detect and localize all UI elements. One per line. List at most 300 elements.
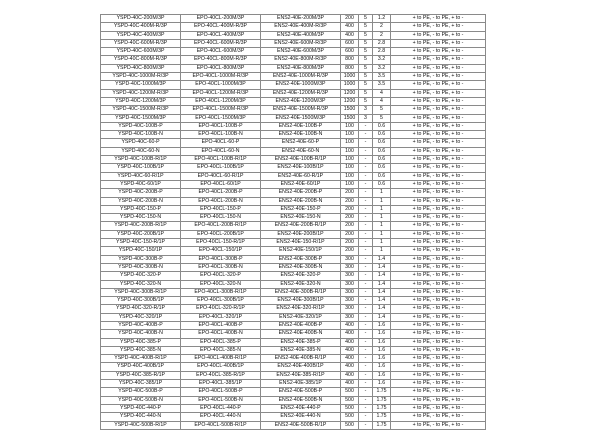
cell-col-5: 3 bbox=[359, 106, 373, 114]
cell-model-epo: EPO-40CL-800M-R/3P bbox=[181, 56, 261, 64]
cell-model-ysp: YSPD-40C-320-P bbox=[101, 272, 181, 280]
cell-protection-mode: + to PE, - to PE, + to - bbox=[391, 89, 486, 97]
cell-model-ysp: YSPD-40C-500B-N bbox=[101, 396, 181, 404]
cell-model-epo: EPO-40CL-500B-R/1P bbox=[181, 421, 261, 429]
table-row bbox=[101, 131, 486, 139]
cell-protection-mode: + to PE, - to PE, + to - bbox=[391, 255, 486, 263]
cell-col-6: 2.8 bbox=[373, 48, 391, 56]
cell-protection-mode: + to PE, - to PE, + to - bbox=[391, 23, 486, 31]
cell-model-ysp: YSPD-40C-150-R/1P bbox=[101, 239, 181, 247]
cell-model-ysp: YSPD-40C-200B-N bbox=[101, 197, 181, 205]
cell-model-ens: ENS2-40E-320-P bbox=[261, 272, 341, 280]
table-row bbox=[101, 31, 486, 39]
cell-model-epo: EPO-40CL-385-R/1P bbox=[181, 371, 261, 379]
cell-protection-mode: + to PE, - to PE, + to - bbox=[391, 97, 486, 105]
cell-voltage: 400 bbox=[341, 380, 359, 388]
cell-model-epo: EPO-40CL-320/1P bbox=[181, 313, 261, 321]
cell-model-ens: ENS2-40E-400M-R/3P bbox=[261, 23, 341, 31]
cell-protection-mode: + to PE, - to PE, + to - bbox=[391, 180, 486, 188]
cell-voltage: 100 bbox=[341, 180, 359, 188]
cell-model-ysp: YSPD-40C-800M-R/3P bbox=[101, 56, 181, 64]
cell-model-ysp: YSPD-40C-1500M-R/3P bbox=[101, 106, 181, 114]
cell-model-ysp: YSPD-40C-320-R/1P bbox=[101, 305, 181, 313]
table-row bbox=[101, 272, 486, 280]
cell-model-epo: EPO-40CL-300B-R/1P bbox=[181, 288, 261, 296]
cell-protection-mode: + to PE, - to PE, + to - bbox=[391, 197, 486, 205]
cell-col-5: - bbox=[359, 180, 373, 188]
cell-voltage: 400 bbox=[341, 338, 359, 346]
cell-model-ens: ENS2-40E-500B-N bbox=[261, 396, 341, 404]
cell-protection-mode: + to PE, - to PE, + to - bbox=[391, 263, 486, 271]
cell-voltage: 100 bbox=[341, 172, 359, 180]
cell-col-6: 0.6 bbox=[373, 139, 391, 147]
cell-model-ysp: YSPD-40C-1000M-R/3P bbox=[101, 73, 181, 81]
cell-protection-mode: + to PE, - to PE, + to - bbox=[391, 272, 486, 280]
cell-protection-mode: + to PE, - to PE, + to - bbox=[391, 355, 486, 363]
cell-model-ysp: YSPD-40C-400B-R/1P bbox=[101, 355, 181, 363]
cell-col-6: 1.4 bbox=[373, 313, 391, 321]
cell-model-epo: EPO-40CL-320-R/1P bbox=[181, 305, 261, 313]
cell-col-6: 1 bbox=[373, 205, 391, 213]
cell-voltage: 1200 bbox=[341, 89, 359, 97]
table-row bbox=[101, 139, 486, 147]
cell-voltage: 200 bbox=[341, 222, 359, 230]
cell-model-ens: ENS2-40E-200B-R/1P bbox=[261, 222, 341, 230]
cell-col-5: - bbox=[359, 355, 373, 363]
cell-model-ens: ENS2-40E-1500M/3P bbox=[261, 114, 341, 122]
cell-model-epo: EPO-40CL-150-R/1P bbox=[181, 239, 261, 247]
cell-col-5: - bbox=[359, 330, 373, 338]
cell-protection-mode: + to PE, - to PE, + to - bbox=[391, 64, 486, 72]
cell-voltage: 300 bbox=[341, 255, 359, 263]
cell-model-epo: EPO-40CL-150-P bbox=[181, 205, 261, 213]
table-row bbox=[101, 97, 486, 105]
cell-col-5: - bbox=[359, 156, 373, 164]
cell-protection-mode: + to PE, - to PE, + to - bbox=[391, 81, 486, 89]
cell-model-ens: ENS2-40E-400B/1P bbox=[261, 363, 341, 371]
cell-model-epo: EPO-40CL-400B-P bbox=[181, 321, 261, 329]
cell-col-6: 1.4 bbox=[373, 305, 391, 313]
cell-col-6: 0.6 bbox=[373, 147, 391, 155]
cell-col-5: - bbox=[359, 255, 373, 263]
cell-col-5: 5 bbox=[359, 15, 373, 23]
cell-model-ens: ENS2-40E-800M/3P bbox=[261, 64, 341, 72]
cell-voltage: 200 bbox=[341, 247, 359, 255]
cell-model-ens: ENS2-40E-1000M-R/3P bbox=[261, 73, 341, 81]
table-row bbox=[101, 263, 486, 271]
cell-model-ysp: YSPD-40C-320-N bbox=[101, 280, 181, 288]
cell-col-5: - bbox=[359, 396, 373, 404]
cell-col-6: 1.75 bbox=[373, 404, 391, 412]
cell-model-ens: ENS2-40E-500B-P bbox=[261, 388, 341, 396]
cell-protection-mode: + to PE, - to PE, + to - bbox=[391, 39, 486, 47]
cell-protection-mode: + to PE, - to PE, + to - bbox=[391, 131, 486, 139]
cell-model-ens: ENS2-40E-150-P bbox=[261, 205, 341, 213]
cell-col-6: 1.6 bbox=[373, 346, 391, 354]
cell-model-epo: EPO-40CL-385-N bbox=[181, 346, 261, 354]
cell-model-ysp: YSPD-40C-400B/1P bbox=[101, 363, 181, 371]
cell-voltage: 100 bbox=[341, 131, 359, 139]
cell-voltage: 300 bbox=[341, 288, 359, 296]
cell-col-6: 1.6 bbox=[373, 371, 391, 379]
cell-model-ens: ENS2-40E-300B-R/1P bbox=[261, 288, 341, 296]
cell-model-ens: ENS2-40E-320/1P bbox=[261, 313, 341, 321]
cell-model-epo: EPO-40CL-300B-P bbox=[181, 255, 261, 263]
cell-model-ens: ENS2-40E-60/1P bbox=[261, 180, 341, 188]
cell-col-5: - bbox=[359, 404, 373, 412]
table-row bbox=[101, 48, 486, 56]
cell-model-ens: ENS2-40E-1200M/3P bbox=[261, 97, 341, 105]
cell-voltage: 400 bbox=[341, 31, 359, 39]
cell-col-5: 5 bbox=[359, 23, 373, 31]
cell-protection-mode: + to PE, - to PE, + to - bbox=[391, 122, 486, 130]
cell-voltage: 400 bbox=[341, 371, 359, 379]
cell-col-5: - bbox=[359, 263, 373, 271]
table-row bbox=[101, 297, 486, 305]
cell-model-epo: EPO-40CL-200M/3P bbox=[181, 15, 261, 23]
table-row bbox=[101, 413, 486, 421]
table-row bbox=[101, 363, 486, 371]
cell-voltage: 400 bbox=[341, 363, 359, 371]
cell-model-ens: ENS2-40E-1200M-R/3P bbox=[261, 89, 341, 97]
cell-model-ysp: YSPD-40C-60/1P bbox=[101, 180, 181, 188]
cell-voltage: 400 bbox=[341, 23, 359, 31]
cell-col-6: 1.6 bbox=[373, 330, 391, 338]
cell-model-epo: EPO-40CL-60-R/1P bbox=[181, 172, 261, 180]
cell-col-5: - bbox=[359, 197, 373, 205]
cell-voltage: 200 bbox=[341, 214, 359, 222]
cell-model-epo: EPO-40CL-1500M-R/3P bbox=[181, 106, 261, 114]
cell-protection-mode: + to PE, - to PE, + to - bbox=[391, 330, 486, 338]
cell-model-ens: ENS2-40E-200B-N bbox=[261, 197, 341, 205]
cell-voltage: 600 bbox=[341, 48, 359, 56]
cell-model-ens: ENS2-40E-200B-P bbox=[261, 189, 341, 197]
cell-col-6: 1.6 bbox=[373, 355, 391, 363]
cell-model-ens: ENS2-40E-300B-P bbox=[261, 255, 341, 263]
cell-col-5: - bbox=[359, 346, 373, 354]
cell-col-6: 1.6 bbox=[373, 380, 391, 388]
cell-model-ysp: YSPD-40C-385-P bbox=[101, 338, 181, 346]
cell-protection-mode: + to PE, - to PE, + to - bbox=[391, 172, 486, 180]
table-row bbox=[101, 305, 486, 313]
cell-voltage: 100 bbox=[341, 139, 359, 147]
cell-model-epo: EPO-40CL-150-N bbox=[181, 214, 261, 222]
cell-voltage: 200 bbox=[341, 205, 359, 213]
cell-model-ysp: YSPD-40C-385-R/1P bbox=[101, 371, 181, 379]
cell-model-ens: ENS2-40E-200M/3P bbox=[261, 15, 341, 23]
cell-protection-mode: + to PE, - to PE, + to - bbox=[391, 404, 486, 412]
cell-col-6: 2.8 bbox=[373, 39, 391, 47]
cell-voltage: 100 bbox=[341, 156, 359, 164]
cell-model-epo: EPO-40CL-385-P bbox=[181, 338, 261, 346]
cell-protection-mode: + to PE, - to PE, + to - bbox=[391, 338, 486, 346]
cell-protection-mode: + to PE, - to PE, + to - bbox=[391, 421, 486, 429]
cell-model-ysp: YSPD-40C-400B-P bbox=[101, 321, 181, 329]
cell-model-ens: ENS2-40E-440-P bbox=[261, 404, 341, 412]
cell-col-6: 3.5 bbox=[373, 73, 391, 81]
cell-col-6: 1.4 bbox=[373, 263, 391, 271]
cell-protection-mode: + to PE, - to PE, + to - bbox=[391, 114, 486, 122]
table-row bbox=[101, 81, 486, 89]
cell-model-ens: ENS2-40E-600M/3P bbox=[261, 48, 341, 56]
cell-model-epo: EPO-40CL-320-P bbox=[181, 272, 261, 280]
cell-model-epo: EPO-40CL-440-P bbox=[181, 404, 261, 412]
cell-model-epo: EPO-40CL-440-N bbox=[181, 413, 261, 421]
cell-protection-mode: + to PE, - to PE, + to - bbox=[391, 164, 486, 172]
cell-model-ens: ENS2-40E-100B/1P bbox=[261, 164, 341, 172]
cell-col-5: - bbox=[359, 413, 373, 421]
cell-model-epo: EPO-40CL-600M-R/3P bbox=[181, 39, 261, 47]
cell-voltage: 1500 bbox=[341, 114, 359, 122]
cell-model-ens: ENS2-40E-385-P bbox=[261, 338, 341, 346]
cell-col-5: 5 bbox=[359, 73, 373, 81]
cell-col-5: - bbox=[359, 313, 373, 321]
cell-voltage: 800 bbox=[341, 64, 359, 72]
spec-table bbox=[100, 14, 486, 430]
cell-voltage: 600 bbox=[341, 39, 359, 47]
cell-col-5: - bbox=[359, 222, 373, 230]
cell-model-epo: EPO-40CL-200B-P bbox=[181, 189, 261, 197]
cell-col-6: 1.75 bbox=[373, 388, 391, 396]
cell-voltage: 300 bbox=[341, 280, 359, 288]
cell-voltage: 1000 bbox=[341, 81, 359, 89]
cell-col-5: - bbox=[359, 139, 373, 147]
cell-col-6: 1.4 bbox=[373, 297, 391, 305]
cell-protection-mode: + to PE, - to PE, + to - bbox=[391, 239, 486, 247]
cell-protection-mode: + to PE, - to PE, + to - bbox=[391, 380, 486, 388]
table-row bbox=[101, 404, 486, 412]
cell-protection-mode: + to PE, - to PE, + to - bbox=[391, 73, 486, 81]
cell-protection-mode: + to PE, - to PE, + to - bbox=[391, 363, 486, 371]
cell-col-5: 5 bbox=[359, 97, 373, 105]
cell-protection-mode: + to PE, - to PE, + to - bbox=[391, 313, 486, 321]
cell-col-6: 1.4 bbox=[373, 272, 391, 280]
table-row bbox=[101, 280, 486, 288]
cell-col-6: 2 bbox=[373, 31, 391, 39]
cell-voltage: 200 bbox=[341, 239, 359, 247]
cell-voltage: 300 bbox=[341, 305, 359, 313]
cell-model-epo: EPO-40CL-200B-N bbox=[181, 197, 261, 205]
cell-model-ens: ENS2-40E-320-R/1P bbox=[261, 305, 341, 313]
cell-model-epo: EPO-40CL-100B/1P bbox=[181, 164, 261, 172]
cell-voltage: 1500 bbox=[341, 106, 359, 114]
cell-model-ysp: YSPD-40C-600M-R/3P bbox=[101, 39, 181, 47]
cell-model-ens: ENS2-40E-300B-N bbox=[261, 263, 341, 271]
table-row bbox=[101, 371, 486, 379]
cell-protection-mode: + to PE, - to PE, + to - bbox=[391, 230, 486, 238]
cell-protection-mode: + to PE, - to PE, + to - bbox=[391, 139, 486, 147]
cell-col-6: 1 bbox=[373, 214, 391, 222]
table-row bbox=[101, 396, 486, 404]
cell-col-6: 1 bbox=[373, 197, 391, 205]
cell-col-5: - bbox=[359, 131, 373, 139]
cell-model-ysp: YSPD-40C-60-R/1P bbox=[101, 172, 181, 180]
cell-col-5: - bbox=[359, 421, 373, 429]
table-row bbox=[101, 205, 486, 213]
cell-model-epo: EPO-40CL-60/1P bbox=[181, 180, 261, 188]
cell-col-6: 0.6 bbox=[373, 122, 391, 130]
cell-col-6: 4 bbox=[373, 89, 391, 97]
cell-col-6: 1 bbox=[373, 230, 391, 238]
cell-model-ysp: YSPD-40C-500B-P bbox=[101, 388, 181, 396]
cell-model-ens: ENS2-40E-600M-R/3P bbox=[261, 39, 341, 47]
cell-model-ysp: YSPD-40C-400M-R/3P bbox=[101, 23, 181, 31]
cell-col-6: 0.6 bbox=[373, 172, 391, 180]
cell-col-5: - bbox=[359, 147, 373, 155]
cell-model-epo: EPO-40CL-400B-N bbox=[181, 330, 261, 338]
table-row bbox=[101, 330, 486, 338]
cell-col-6: 0.6 bbox=[373, 180, 391, 188]
cell-col-5: - bbox=[359, 272, 373, 280]
cell-model-ens: ENS2-40E-400B-N bbox=[261, 330, 341, 338]
cell-col-5: - bbox=[359, 305, 373, 313]
table-row bbox=[101, 421, 486, 429]
table-row bbox=[101, 122, 486, 130]
table-row bbox=[101, 288, 486, 296]
cell-model-ysp: YSPD-40C-320/1P bbox=[101, 313, 181, 321]
cell-model-ysp: YSPD-40C-60-P bbox=[101, 139, 181, 147]
cell-model-ysp: YSPD-40C-200B-R/1P bbox=[101, 222, 181, 230]
cell-model-epo: EPO-40CL-150/1P bbox=[181, 247, 261, 255]
cell-model-ens: ENS2-40E-400B-P bbox=[261, 321, 341, 329]
cell-col-5: 5 bbox=[359, 31, 373, 39]
cell-col-5: 5 bbox=[359, 64, 373, 72]
cell-voltage: 500 bbox=[341, 413, 359, 421]
table-row bbox=[101, 147, 486, 155]
cell-model-ens: ENS2-40E-440-N bbox=[261, 413, 341, 421]
cell-model-epo: EPO-40CL-300B/1P bbox=[181, 297, 261, 305]
cell-model-ysp: YSPD-40C-1200M-R/3P bbox=[101, 89, 181, 97]
cell-col-5: - bbox=[359, 164, 373, 172]
cell-protection-mode: + to PE, - to PE, + to - bbox=[391, 288, 486, 296]
cell-col-6: 1.6 bbox=[373, 321, 391, 329]
table-row bbox=[101, 39, 486, 47]
cell-protection-mode: + to PE, - to PE, + to - bbox=[391, 222, 486, 230]
spec-table-body bbox=[101, 15, 486, 430]
cell-model-ens: ENS2-40E-150-N bbox=[261, 214, 341, 222]
cell-protection-mode: + to PE, - to PE, + to - bbox=[391, 321, 486, 329]
cell-model-epo: EPO-40CL-385/1P bbox=[181, 380, 261, 388]
table-row bbox=[101, 338, 486, 346]
cell-col-6: 2 bbox=[373, 23, 391, 31]
cell-model-ysp: YSPD-40C-800M/3P bbox=[101, 64, 181, 72]
cell-col-6: 4 bbox=[373, 97, 391, 105]
cell-model-ysp: YSPD-40C-100B-R/1P bbox=[101, 156, 181, 164]
cell-protection-mode: + to PE, - to PE, + to - bbox=[391, 56, 486, 64]
cell-model-ysp: YSPD-40C-150-P bbox=[101, 205, 181, 213]
cell-col-5: - bbox=[359, 280, 373, 288]
table-row bbox=[101, 230, 486, 238]
cell-model-epo: EPO-40CL-1000M/3P bbox=[181, 81, 261, 89]
cell-protection-mode: + to PE, - to PE, + to - bbox=[391, 31, 486, 39]
cell-model-ens: ENS2-40E-60-P bbox=[261, 139, 341, 147]
cell-model-ysp: YSPD-40C-300B-P bbox=[101, 255, 181, 263]
cell-col-5: 5 bbox=[359, 56, 373, 64]
cell-model-ens: ENS2-40E-150/1P bbox=[261, 247, 341, 255]
table-row bbox=[101, 106, 486, 114]
cell-voltage: 300 bbox=[341, 313, 359, 321]
cell-protection-mode: + to PE, - to PE, + to - bbox=[391, 346, 486, 354]
cell-model-ysp: YSPD-40C-400B-N bbox=[101, 330, 181, 338]
table-row bbox=[101, 15, 486, 23]
cell-voltage: 1000 bbox=[341, 73, 359, 81]
cell-col-5: - bbox=[359, 205, 373, 213]
cell-model-ysp: YSPD-40C-1200M/3P bbox=[101, 97, 181, 105]
cell-voltage: 300 bbox=[341, 263, 359, 271]
cell-model-ysp: YSPD-40C-300B-R/1P bbox=[101, 288, 181, 296]
cell-col-5: - bbox=[359, 297, 373, 305]
cell-protection-mode: + to PE, - to PE, + to - bbox=[391, 280, 486, 288]
cell-model-ysp: YSPD-40C-500B-R/1P bbox=[101, 421, 181, 429]
cell-voltage: 200 bbox=[341, 230, 359, 238]
cell-col-5: - bbox=[359, 230, 373, 238]
table-row bbox=[101, 380, 486, 388]
table-row bbox=[101, 172, 486, 180]
cell-model-epo: EPO-40CL-100B-R/1P bbox=[181, 156, 261, 164]
cell-protection-mode: + to PE, - to PE, + to - bbox=[391, 371, 486, 379]
cell-model-ysp: YSPD-40C-440-N bbox=[101, 413, 181, 421]
table-row bbox=[101, 214, 486, 222]
cell-model-ens: ENS2-40E-150-R/1P bbox=[261, 239, 341, 247]
cell-protection-mode: + to PE, - to PE, + to - bbox=[391, 396, 486, 404]
cell-model-ysp: YSPD-40C-150/1P bbox=[101, 247, 181, 255]
table-row bbox=[101, 64, 486, 72]
cell-model-epo: EPO-40CL-400M/3P bbox=[181, 31, 261, 39]
table-row bbox=[101, 56, 486, 64]
cell-model-epo: EPO-40CL-1500M/3P bbox=[181, 114, 261, 122]
cell-protection-mode: + to PE, - to PE, + to - bbox=[391, 305, 486, 313]
cell-voltage: 500 bbox=[341, 404, 359, 412]
cell-model-ysp: YSPD-40C-200B/1P bbox=[101, 230, 181, 238]
cell-col-5: - bbox=[359, 380, 373, 388]
cell-col-5: - bbox=[359, 371, 373, 379]
cell-voltage: 100 bbox=[341, 147, 359, 155]
cell-model-ens: ENS2-40E-320-N bbox=[261, 280, 341, 288]
cell-col-6: 5 bbox=[373, 114, 391, 122]
table-row bbox=[101, 388, 486, 396]
cell-col-5: - bbox=[359, 363, 373, 371]
cell-model-ens: ENS2-40E-1000M/3P bbox=[261, 81, 341, 89]
cell-voltage: 400 bbox=[341, 321, 359, 329]
cell-col-6: 3.2 bbox=[373, 56, 391, 64]
cell-model-ysp: YSPD-40C-300B/1P bbox=[101, 297, 181, 305]
cell-voltage: 100 bbox=[341, 122, 359, 130]
cell-voltage: 200 bbox=[341, 15, 359, 23]
cell-col-5: - bbox=[359, 239, 373, 247]
cell-model-ens: ENS2-40E-400M/3P bbox=[261, 31, 341, 39]
cell-col-6: 0.6 bbox=[373, 156, 391, 164]
table-row bbox=[101, 239, 486, 247]
cell-protection-mode: + to PE, - to PE, + to - bbox=[391, 388, 486, 396]
cell-voltage: 400 bbox=[341, 346, 359, 354]
cell-model-ysp: YSPD-40C-100B/1P bbox=[101, 164, 181, 172]
cell-model-ysp: YSPD-40C-200B-P bbox=[101, 189, 181, 197]
cell-model-ysp: YSPD-40C-60-N bbox=[101, 147, 181, 155]
table-row bbox=[101, 355, 486, 363]
cell-model-ens: ENS2-40E-1500M-R/3P bbox=[261, 106, 341, 114]
cell-model-ens: ENS2-40E-800M-R/3P bbox=[261, 56, 341, 64]
cell-protection-mode: + to PE, - to PE, + to - bbox=[391, 297, 486, 305]
table-row bbox=[101, 313, 486, 321]
table-row bbox=[101, 255, 486, 263]
table-row bbox=[101, 346, 486, 354]
table-row bbox=[101, 89, 486, 97]
table-row bbox=[101, 180, 486, 188]
cell-col-6: 1 bbox=[373, 247, 391, 255]
cell-col-5: - bbox=[359, 214, 373, 222]
cell-model-ens: ENS2-40E-100B-N bbox=[261, 131, 341, 139]
cell-model-ysp: YSPD-40C-150-N bbox=[101, 214, 181, 222]
